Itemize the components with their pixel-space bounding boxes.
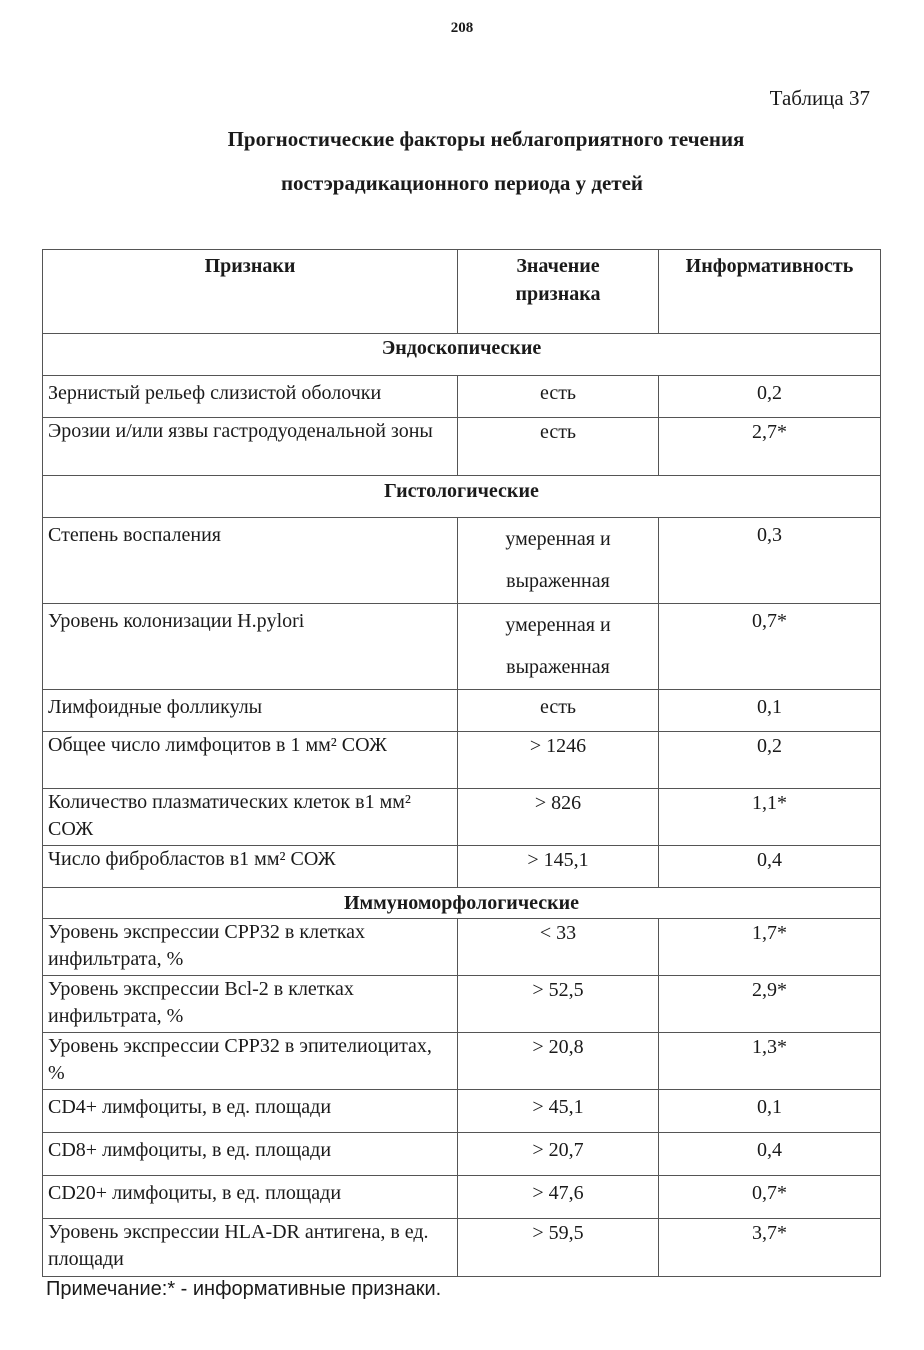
value-cell: > 47,6 [458, 1176, 659, 1219]
table-row [43, 1176, 881, 1219]
info-cell: 0,1 [659, 690, 881, 732]
sign-cell: Уровень экспрессии CPP32 в клетках инфильтрата, % [43, 919, 458, 976]
info-cell: 1,1* [659, 789, 881, 846]
info-cell: 0,7* [659, 604, 881, 690]
value-cell: > 59,5 [458, 1219, 659, 1277]
table-row [43, 1133, 881, 1176]
value-cell: > 20,8 [458, 1033, 659, 1090]
sign-cell: Уровень экспрессии CPP32 в эпителиоцитах, % [43, 1033, 458, 1090]
info-cell: 0,4 [659, 846, 881, 888]
sign-cell: Лимфоидные фолликулы [43, 690, 458, 732]
table-title-line-2: постэрадикационного периода у детей [280, 171, 644, 195]
value-cell: есть [458, 690, 659, 732]
sign-cell: Эрозии и/или язвы гастродуоденальной зоны [43, 418, 458, 476]
group-header-endoscopic: Эндоскопические [43, 334, 881, 376]
value-cell: умеренная и выраженная [458, 518, 659, 604]
sign-cell: CD4+ лимфоциты, в ед. площади [43, 1090, 458, 1133]
table-row [43, 418, 881, 476]
sign-cell: Общее число лимфоцитов в 1 мм² СОЖ [43, 732, 458, 789]
value-cell: есть [458, 376, 659, 418]
info-cell: 0,2 [659, 376, 881, 418]
table-row [43, 732, 881, 789]
sign-cell: Количество плазматических клеток в1 мм² СОЖ [43, 789, 458, 846]
info-cell: 0,7* [659, 1176, 881, 1219]
value-cell: > 1246 [458, 732, 659, 789]
group-header-immunomorphological: Иммуноморфологические [43, 888, 881, 919]
info-cell: 2,7* [659, 418, 881, 476]
table-row [43, 604, 881, 690]
sign-cell: Зернистый рельеф слизистой оболочки [43, 376, 458, 418]
table-row [43, 976, 881, 1033]
table-row [43, 1033, 881, 1090]
info-cell: 1,7* [659, 919, 881, 976]
table-footnote: Примечание:* - информативные признаки. [46, 1278, 442, 1300]
value-cell: > 52,5 [458, 976, 659, 1033]
value-cell: > 20,7 [458, 1133, 659, 1176]
table-row [43, 919, 881, 976]
value-cell: умеренная и выраженная [458, 604, 659, 690]
table-row [43, 846, 881, 888]
info-cell: 0,2 [659, 732, 881, 789]
info-cell: 3,7* [659, 1219, 881, 1277]
table-row [43, 376, 881, 418]
info-cell: 0,4 [659, 1133, 881, 1176]
value-cell: > 45,1 [458, 1090, 659, 1133]
info-cell: 0,3 [659, 518, 881, 604]
header-row [43, 250, 881, 334]
table-row [43, 690, 881, 732]
group-header-histological: Гистологические [43, 476, 881, 518]
info-cell: 0,1 [659, 1090, 881, 1133]
prognostic-factors-table [42, 249, 881, 1277]
header-value-line-1: Значение [516, 255, 600, 277]
info-cell: 1,3* [659, 1033, 881, 1090]
header-sign: Признаки [43, 250, 458, 334]
table-row [43, 518, 881, 604]
table-row [43, 789, 881, 846]
value-cell: > 145,1 [458, 846, 659, 888]
sign-cell: CD8+ лимфоциты, в ед. площади [43, 1133, 458, 1176]
sign-cell: Уровень колонизации H.pylori [43, 604, 458, 690]
table-row [43, 1219, 881, 1277]
sign-cell: Уровень экспрессии Bcl-2 в клетках инфильтрата, % [43, 976, 458, 1033]
page-number: 208 [450, 20, 474, 36]
value-cell: есть [458, 418, 659, 476]
sign-cell: Степень воспаления [43, 518, 458, 604]
table-row [43, 1090, 881, 1133]
sign-cell: Уровень экспрессии HLA-DR антигена, в ед. площади [43, 1219, 458, 1277]
header-value [458, 250, 659, 334]
table-label: Таблица 37 [769, 86, 870, 110]
header-info: Информативность [659, 250, 881, 334]
table-title-line-1: Прогностические факторы неблагоприятного течения [227, 127, 745, 151]
header-value-line-2: признака [515, 283, 601, 305]
value-cell: > 826 [458, 789, 659, 846]
sign-cell: CD20+ лимфоциты, в ед. площади [43, 1176, 458, 1219]
info-cell: 2,9* [659, 976, 881, 1033]
value-cell: < 33 [458, 919, 659, 976]
sign-cell: Число фибробластов в1 мм² СОЖ [43, 846, 458, 888]
